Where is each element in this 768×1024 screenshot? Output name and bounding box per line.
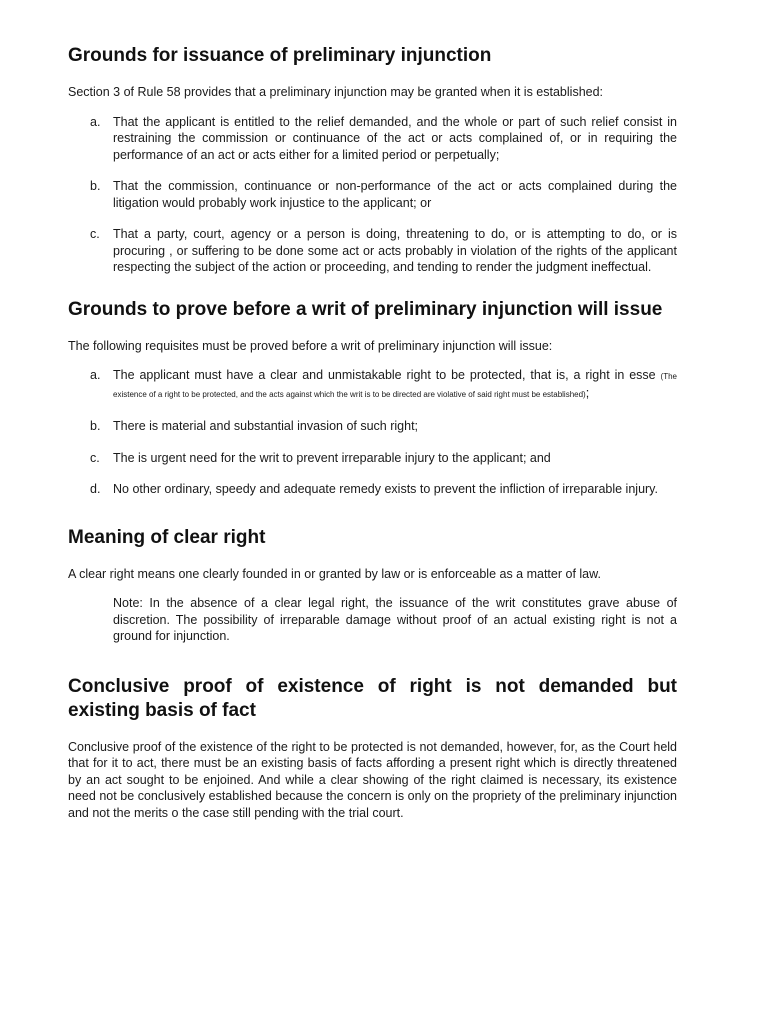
list-marker: c. <box>90 450 100 465</box>
list-marker: a. <box>90 368 101 382</box>
list-item-tail: ; <box>585 386 590 400</box>
section-conclusive-proof <box>68 675 677 822</box>
list-marker: c. <box>90 227 100 241</box>
list-marker: b. <box>90 419 101 433</box>
list-marker: d. <box>90 482 101 496</box>
section-heading: Grounds to prove before a writ of preliminary injunction will issue <box>68 298 663 320</box>
section-clear-right <box>68 526 677 645</box>
list-item <box>68 418 677 435</box>
list-item-text: The applicant must have a clear and unmistakable right to be protected, that is, a right in esse <box>113 368 656 382</box>
list-item <box>68 367 677 403</box>
requisites-list <box>68 367 677 498</box>
list-item <box>68 226 677 276</box>
list-item <box>68 114 677 164</box>
section-body: Conclusive proof of the existence of the right to be protected is not demanded, however, for, as the Court held that for it to act, there must be an existing basis of facts affording a present right which is directly threatened by an act sought to be enjoined. And while a clear showing of the right claimed is necessary, its existence need not be conclusively established because the concern is only on the propriety of the preliminary injunction and not the merits o the case still pending with the trial court. <box>68 739 677 820</box>
section-heading: Grounds for issuance of preliminary injunction <box>68 45 492 66</box>
list-item-text: That the commission, continuance or non-performance of the act or acts complained during the litigation would probably work injustice to the applicant; or <box>113 179 677 210</box>
section-heading: Conclusive proof of existence of right is not demanded but existing basis of fact <box>68 675 677 721</box>
list-item-text: That the applicant is entitled to the relief demanded, and the whole or part of such relief consist in restraining the commission or continuance of the act or acts complained of, or in requiring the performance of an act or acts either for a limited period or perpetually; <box>113 114 677 162</box>
list-marker: a. <box>90 114 101 129</box>
section-heading: Meaning of clear right <box>68 526 266 548</box>
list-item <box>68 178 677 211</box>
list-item-text: The is urgent need for the writ to prevent irreparable injury to the applicant; and <box>113 450 551 465</box>
list-item-text: There is material and substantial invasion of such right; <box>113 419 419 433</box>
section-intro: A clear right means one clearly founded in or granted by law or is enforceable as a matter of law. <box>68 566 601 581</box>
section-intro: The following requisites must be proved before a writ of preliminary injunction will issue: <box>68 338 553 353</box>
note-paragraph: Note: In the absence of a clear legal right, the issuance of the writ constitutes grave abuse of discretion. The possibility of irreparable damage without proof of an actual existing right is not a ground for injunction. <box>113 596 677 643</box>
document-page <box>68 44 677 834</box>
list-item-text: That a party, court, agency or a person is doing, threatening to do, or is attempting to do, or is procuring , or suffering to be done some act or acts probably in violation of the rights of the applicant respecting the subject of the action or proceeding, and tending to render the judgment ineffectual. <box>113 227 677 274</box>
section-grounds-to-prove <box>68 298 677 498</box>
list-item <box>68 481 677 498</box>
section-grounds-issuance <box>68 44 677 276</box>
section-intro: Section 3 of Rule 58 provides that a preliminary injunction may be granted when it is established: <box>68 85 604 99</box>
requisites-list <box>68 114 677 276</box>
list-item <box>68 450 677 467</box>
list-marker: b. <box>90 179 101 193</box>
list-item-text: No other ordinary, speedy and adequate remedy exists to prevent the infliction of irreparable injury. <box>113 482 658 496</box>
parenthetical-note: (The existence of a right to be protected, and the acts against which the writ is to be directed are violative of said right must be established) <box>113 372 677 399</box>
